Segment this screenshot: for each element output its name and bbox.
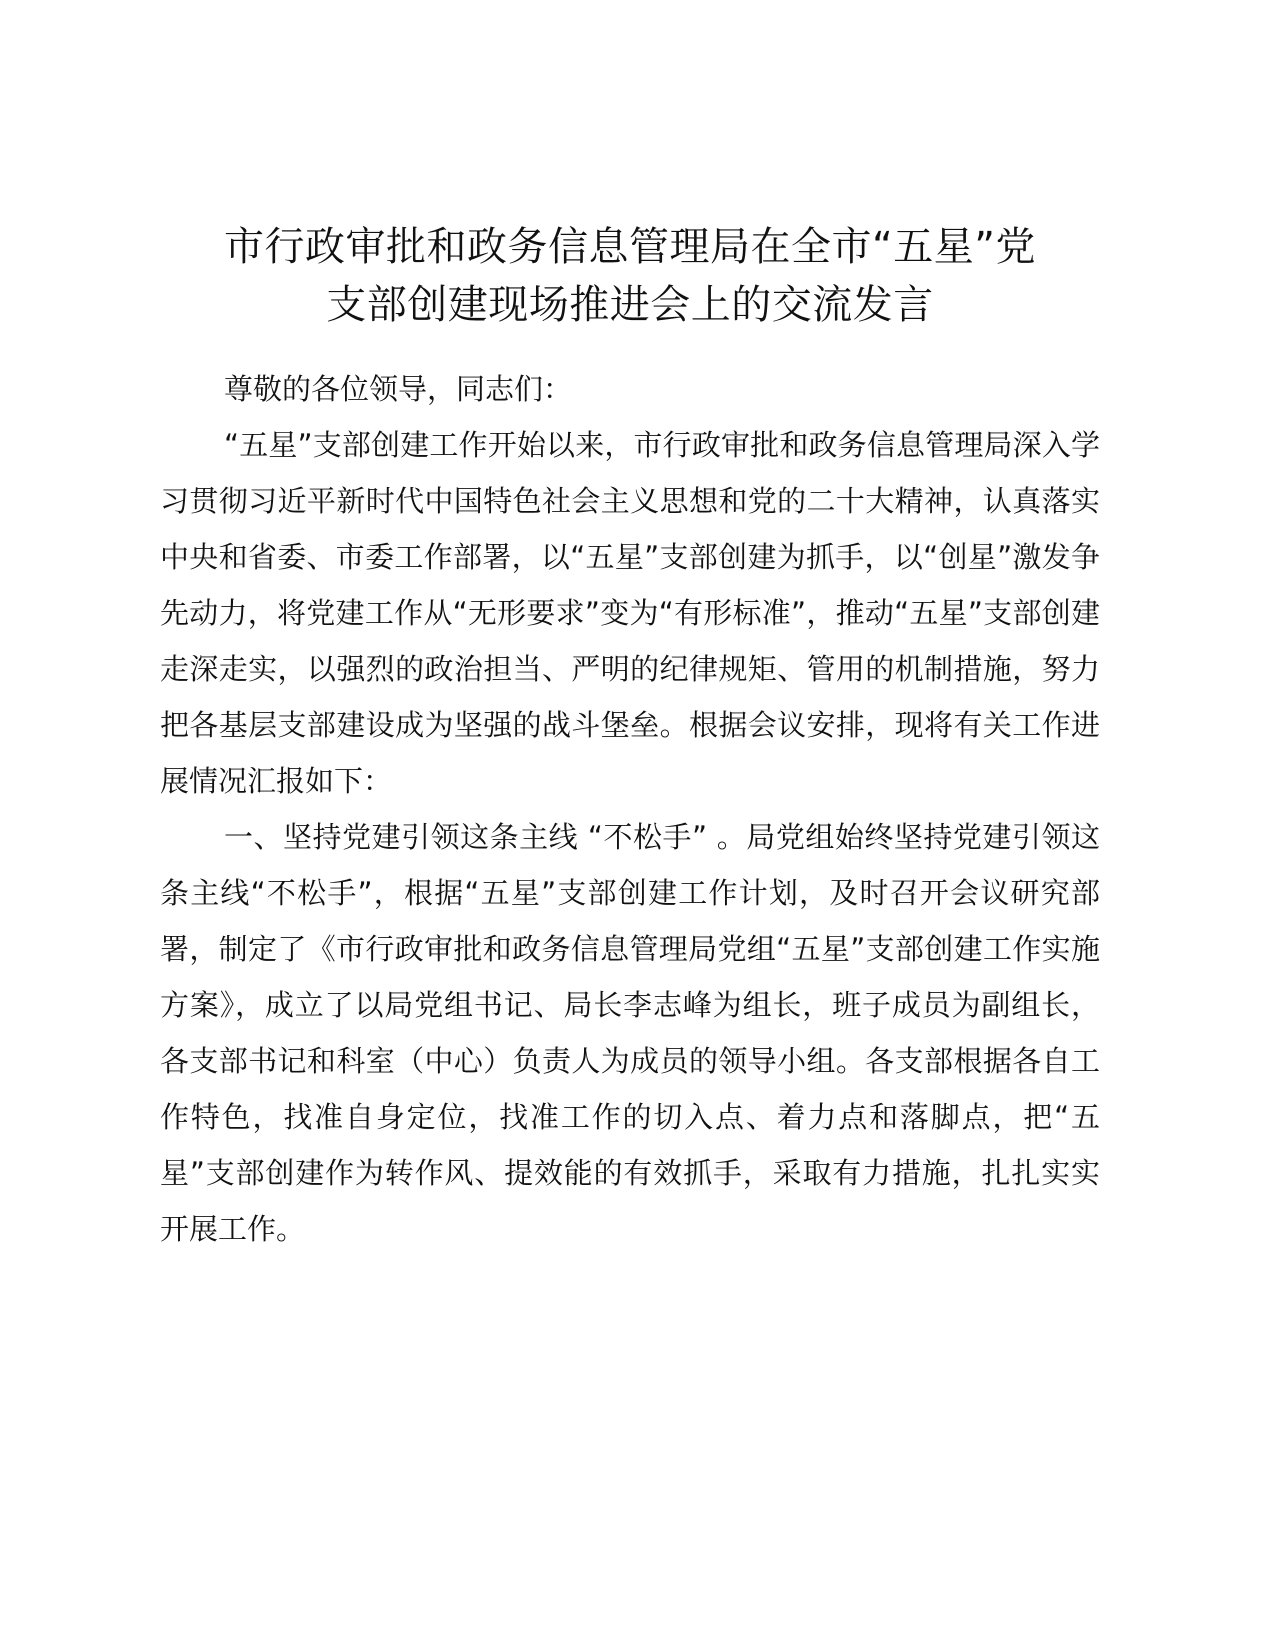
paragraph-intro: “五星”支部创建工作开始以来，市行政审批和政务信息管理局深入学习贯彻习近平新时代中国特色社会主义思想和党的二十大精神，认真落实中央和省委、市委工作部署，以“五星”支部创建为抓手，以“创星”激发争先动力，将党建工作从“无形要求”变为“有形标准”，推动“五星”支部创建走深走实，以强烈的政治担当、严明的纪律规矩、管用的机制措施，努力把各基层支部建设成为坚强的战斗堡垒。根据会议安排，现将有关工作进展情况汇报如下： — [160, 428, 1100, 798]
paragraph-section-1: 一、坚持党建引领这条主线 “不松手” 。局党组始终坚持党建引领这条主线“不松手”，根据“五星”支部创建工作计划，及时召开会议研究部署，制定了《市行政审批和政务信息管理局党组“五星”支部创建工作实施方案》，成立了以局党组书记、局长李志峰为组长，班子成员为副组长，各支部书记和科室（中心）负责人为成员的领导小组。各支部根据各自工作特色，找准自身定位，找准工作的切入点、着力点和落脚点，把“五星”支部创建作为转作风、提效能的有效抓手，采取有力措施，扎扎实实开展工作。 — [160, 820, 1100, 1246]
title-line-2: 支部创建现场推进会上的交流发言 — [326, 282, 934, 328]
title-line-1: 市行政审批和政务信息管理局在全市“五星”党 — [224, 224, 1036, 270]
salutation: 尊敬的各位领导，同志们： — [224, 372, 573, 406]
document-body — [160, 361, 1100, 1257]
document-page — [160, 218, 1100, 1257]
document-title — [160, 218, 1100, 334]
